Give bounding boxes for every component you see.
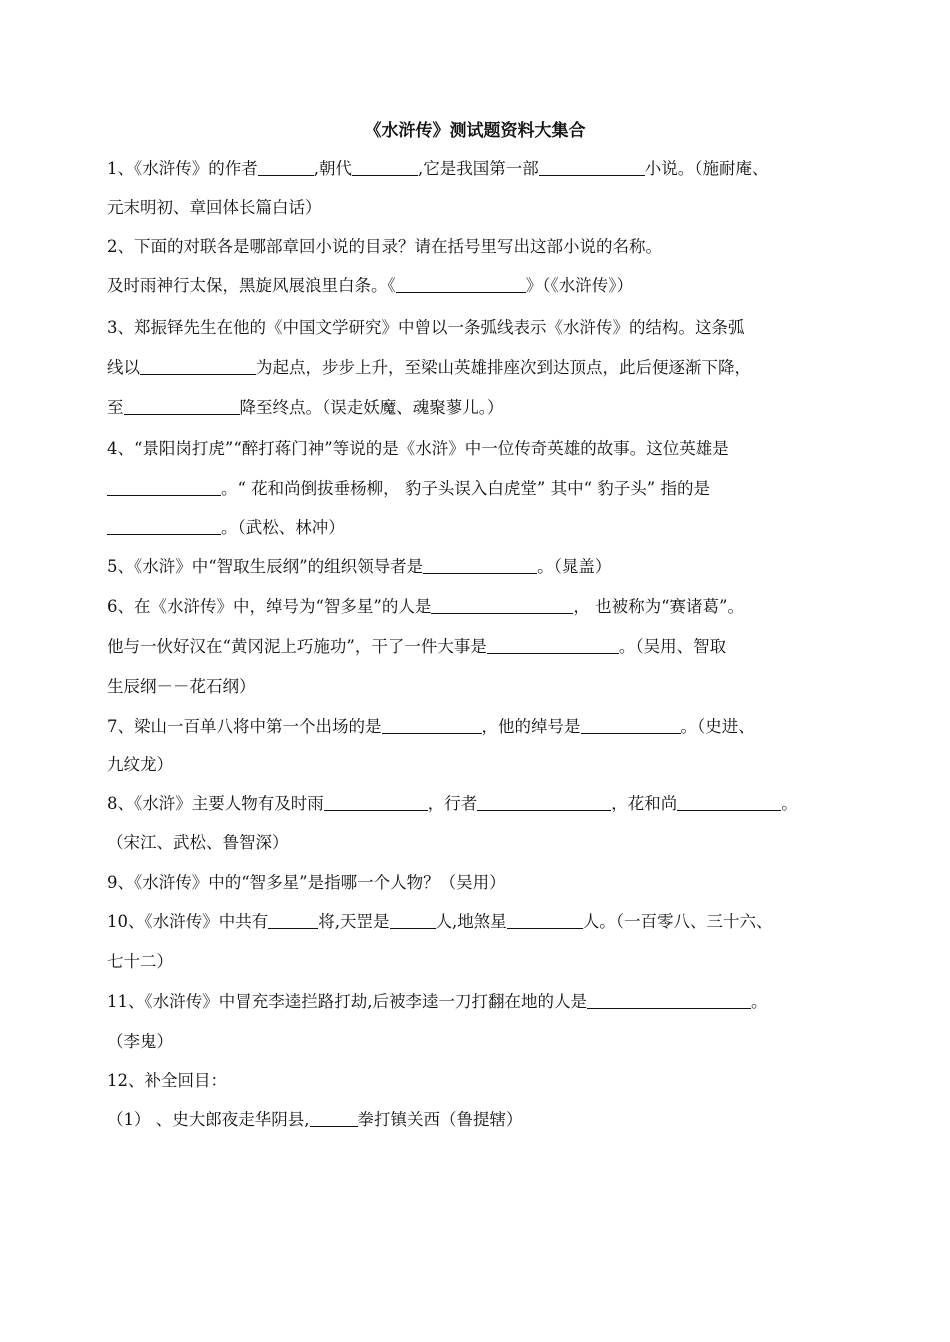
question-1-line-2 (107, 196, 322, 220)
question-1-line-1 (107, 157, 769, 181)
text: 。（史进、 (680, 717, 755, 736)
text: 小说。（施耐庵、 (644, 159, 769, 178)
question-8-line-1 (107, 792, 798, 816)
text: ，行者 (427, 794, 478, 813)
text: 及时雨神行太保，黑旋风展浪里白条。《 (107, 276, 396, 295)
question-6-line-2 (107, 635, 726, 659)
text: 人。（一百零八、三十六、 (582, 912, 773, 931)
text: 七十二） (107, 952, 173, 971)
text: 4、“景阳岗打虎”“醉打蒋门神”等说的是《水浒》中一位传奇英雄的故事。这位英雄是 (107, 439, 729, 458)
text: ，他的绰号是 (481, 717, 581, 736)
question-5-line-1 (107, 555, 611, 579)
question-3-line-3 (107, 396, 504, 420)
text: 12、补全回目： (107, 1071, 227, 1090)
answer-blank (487, 636, 619, 654)
answer-blank (396, 275, 526, 293)
text: 9、《水浒传》中的“智多星”是指哪一个人物？（吴用） (107, 873, 506, 892)
text: ， 也被称为“赛诸葛”。 (573, 597, 744, 616)
answer-blank (258, 158, 314, 176)
text: 人,地煞星 (435, 912, 507, 931)
question-6-line-1 (107, 595, 744, 619)
answer-blank (423, 556, 537, 574)
question-3-line-1 (107, 316, 745, 340)
text: 5、《水浒》中“智取生辰纲”的组织领导者是 (107, 557, 424, 576)
question-11-line-2 (107, 1030, 173, 1054)
question-12-line-1 (107, 1069, 227, 1093)
question-10-line-2 (107, 950, 173, 974)
answer-blank (431, 596, 573, 614)
question-4-line-2 (107, 477, 710, 501)
answer-blank (268, 911, 318, 929)
text: 7、梁山一百单八将中第一个出场的是 (107, 717, 382, 736)
text: （宋江、武松、鲁智深） (107, 833, 289, 852)
text: 九纹龙） (107, 755, 173, 774)
text: ，花和尚 (611, 794, 678, 813)
answer-blank (587, 991, 751, 1009)
text: 。（吴用、智取 (618, 637, 727, 656)
answer-blank (677, 793, 781, 811)
text: 为起点，步步上升，至梁山英雄排座次到达顶点，此后便逐渐下降， (256, 358, 751, 377)
answer-blank (107, 478, 221, 496)
question-7-line-1 (107, 715, 755, 739)
document-title: 《水浒传》测试题资料大集合 (364, 121, 586, 141)
text: 。（武松、林冲） (221, 518, 345, 537)
question-10-line-1 (107, 910, 773, 934)
text: 他与一伙好汉在“黄冈泥上巧施功”，干了一件大事是 (107, 637, 487, 656)
answer-blank (310, 1109, 358, 1127)
text: 3、郑振铎先生在他的《中国文学研究》中曾以一条弧线表示《水浒传》的结构。这条弧 (107, 318, 745, 337)
answer-blank (382, 716, 482, 734)
text: 。（晁盖） (537, 557, 612, 576)
text: 10、《水浒传》中共有 (107, 912, 269, 931)
answer-blank (507, 911, 583, 929)
text: 》（《水浒传》） (525, 276, 633, 295)
text: 。 (751, 992, 768, 1011)
answer-blank (124, 397, 240, 415)
text: 11、《水浒传》中冒充李逵拦路打劫,后被李逵一刀打翻在地的人是 (107, 992, 587, 1011)
answer-blank (581, 716, 681, 734)
answer-blank (539, 158, 645, 176)
question-7-line-2 (107, 753, 173, 777)
text: 。 (781, 794, 798, 813)
text: ,朝代 (313, 159, 352, 178)
text: 8、《水浒》主要人物有及时雨 (107, 794, 324, 813)
question-11-line-1 (107, 990, 768, 1014)
text: 6、在《水浒传》中，绰号为“智多星”的人是 (107, 597, 432, 616)
text: 生辰纲－－花石纲） (107, 677, 256, 696)
text: 降至终点。（误走妖魔、魂聚蓼儿。） (239, 398, 504, 417)
text: 拳打镇关西（鲁提辖） (357, 1110, 523, 1129)
text: （1） 、史大郎夜走华阴县, (107, 1110, 310, 1129)
text: 将,天罡是 (318, 912, 390, 931)
question-4-line-1 (107, 437, 729, 461)
question-9-line-1 (107, 871, 506, 895)
text: 至 (107, 398, 124, 417)
text: 2、下面的对联各是哪部章回小说的目录？请在括号里写出这部小说的名称。 (107, 237, 662, 256)
answer-blank (477, 793, 611, 811)
answer-blank (107, 517, 221, 535)
answer-blank (390, 911, 436, 929)
answer-blank (140, 357, 256, 375)
text: （李鬼） (107, 1032, 173, 1051)
question-12-line-2 (107, 1108, 523, 1132)
answer-blank (324, 793, 428, 811)
question-2-line-1 (107, 235, 662, 259)
text: 1、《水浒传》的作者 (107, 159, 258, 178)
question-8-line-2 (107, 831, 289, 855)
answer-blank (352, 158, 418, 176)
text: 。“ 花和尚倒拔垂杨柳， 豹子头误入白虎堂” 其中“ 豹子头” 指的是 (221, 479, 710, 498)
text: ,它是我国第一部 (418, 159, 539, 178)
question-3-line-2 (107, 356, 751, 380)
question-6-line-3 (107, 675, 256, 699)
question-4-line-3 (107, 516, 345, 540)
text: 元末明初、章回体长篇白话） (107, 198, 322, 217)
text: 线以 (107, 358, 140, 377)
question-2-line-2 (107, 274, 633, 298)
